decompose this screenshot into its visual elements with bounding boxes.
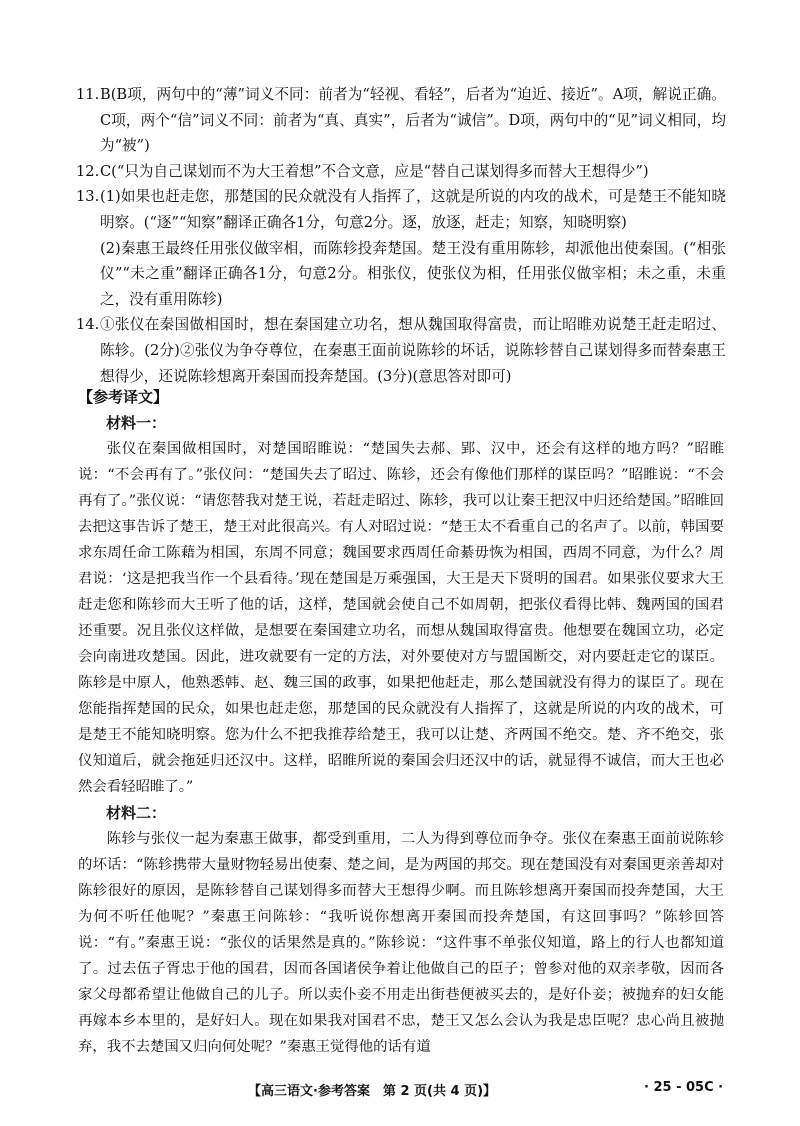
question-number: 11. bbox=[76, 86, 100, 103]
answer-item-14 bbox=[76, 312, 726, 389]
answer-text-part-2: (2)秦惠王最终任用张仪做宰相，而陈轸投奔楚国。楚王没有重用陈轸，却派他出使秦国。(“相张仪”“未之重”翻译正确各1分，句意2分。相张仪，使张仪为相，任用张仪做宰相；未之重，未重之，没有重用陈轸) bbox=[100, 239, 726, 308]
answer-item-13 bbox=[76, 184, 726, 312]
answer-item-12 bbox=[76, 159, 726, 185]
answer-section bbox=[76, 82, 726, 389]
translation-section bbox=[78, 410, 724, 1060]
material-2-text: 陈轸与张仪一起为秦惠王做事，都受到重用，二人为得到尊位而争夺。张仪在秦惠王面前说陈轸的坏话：“陈轸携带大量财物轻易出使秦、楚之间，是为两国的邦交。现在楚国没有对秦国更亲善却对陈轸很好的原因，是陈轸替自己谋划得多而替大王想得少啊。而且陈轸想离开秦国而投奔楚国，大王为何不听任他呢？”秦惠王问陈轸：“我听说你想离开秦国而投奔楚国，有这回事吗？”陈轸回答说：“有。”秦惠王说：“张仪的话果然是真的。”陈轸说：“这件事不单张仪知道，路上的行人也都知道了。过去伍子胥忠于他的国君，因而各国诸侯争着让他做自己的臣子；曾参对他的双亲孝敬，因而各家父母都希望让他做自己的儿子。所以卖仆妾不用走出街巷便被买去的，是好仆妾；被抛弃的妇女能再嫁本乡本里的，是好妇人。现在如果我对国君不忠，楚王又怎么会认为我是忠臣呢？忠心尚且被抛弃，我不去楚国又归向何处呢？”秦惠王觉得他的话有道 bbox=[78, 831, 724, 1055]
answer-item-11 bbox=[76, 82, 726, 159]
material-1-text: 张仪在秦国做相国时，对楚国昭睢说：“楚国失去郝、郢、汉中，还会有这样的地方吗？”昭睢说：“不会再有了。”张仪问：“楚国失去了昭过、陈轸，还会有像他们那样的谋臣吗？”昭睢说：“不会再有了。”张仪说：“请您替我对楚王说，若赶走昭过、陈轸，我可以让秦王把汉中归还给楚国。”昭睢回去把这事告诉了楚王，楚王对此很高兴。有人对昭过说：“楚王太不看重自己的名声了。以前，韩国要求东周任命工陈藉为相国，东周不同意；魏国要求西周任命綦毋恢为相国，西周不同意，为什么？周君说：‘这是把我当作一个县看待。’现在楚国是万乘强国，大王是天下贤明的国君。如果张仪要求大王赶走您和陈轸而大王听了他的话，这样，楚国就会使自己不如周朝，把张仪看得比韩、魏两国的国君还重要。况且张仪这样做，是想要在秦国建立功名，而想从魏国取得富贵。他想要在魏国立功，必定会向南进攻楚国。因此，进攻就要有一定的方法，对外要使对方与盟国断交，对内要赶走它的谋臣。陈轸是中原人，他熟悉韩、赵、魏三国的政事，如果把他赶走，那么楚国就没有得力的谋臣了。现在您能指挥楚国的民众，如果也赶走您，那楚国的民众就没有人指挥了，这就是所说的内攻的战术，可是楚王不能知晓明察。您为什么不把我推荐给楚王，我可以让楚、齐两国不绝交。楚、齐不绝交，张仪知道后，就会拖延归还汉中。这样，昭睢所说的秦国会归还汉中的话，就显得不诚信，而大王也必然会看轻昭睢了。” bbox=[78, 441, 724, 795]
footer-page-info: 【高三语文·参考答案 第 2 页(共 4 页)】 bbox=[248, 1084, 497, 1099]
material-1-title: 材料一： bbox=[106, 414, 167, 432]
material-2-title: 材料二： bbox=[106, 804, 167, 822]
question-number: 12. bbox=[76, 162, 100, 180]
footer-code: · 25 - 05C · bbox=[644, 1080, 724, 1095]
answer-text: ①张仪在秦国做相国时，想在秦国建立功名，想从魏国取得富贵，而让昭睢劝说楚王赶走昭过、陈轸。(2分)②张仪为争夺尊位，在秦惠王面前说陈轸的坏话，说陈轸替自己谋划得多而替秦惠王想得少，还说陈轸想离开秦国而投奔楚国。(3分)(意思答对即可) bbox=[100, 316, 726, 385]
answer-text: C(“只为自己谋划而不为大王着想”不合文意，应是“替自己谋划得多而替大王想得少”) bbox=[100, 162, 649, 180]
page-footer bbox=[0, 1080, 800, 1104]
answer-text: B(B项，两句中的“薄”词义不同：前者为“轻视、看轻”，后者为“迫近、接近”。A项，解说正确。C项，两个“信”词义不同：前者为“真、真实”，后者为“诚信”。D项，两句中的“见”词义相同，均为“被”) bbox=[100, 86, 726, 155]
translation-heading: 【参考译文】 bbox=[78, 388, 169, 406]
question-number: 14. bbox=[76, 316, 100, 334]
answer-text-part-1: (1)如果也赶走您，那楚国的民众就没有人指挥了，这就是所说的内攻的战术，可是楚王不能知晓明察。(“逐”“知察”翻译正确各1分，句意2分。逐，放逐，赶走；知察，知晓明察) bbox=[100, 188, 726, 231]
question-number: 13. bbox=[76, 188, 100, 206]
